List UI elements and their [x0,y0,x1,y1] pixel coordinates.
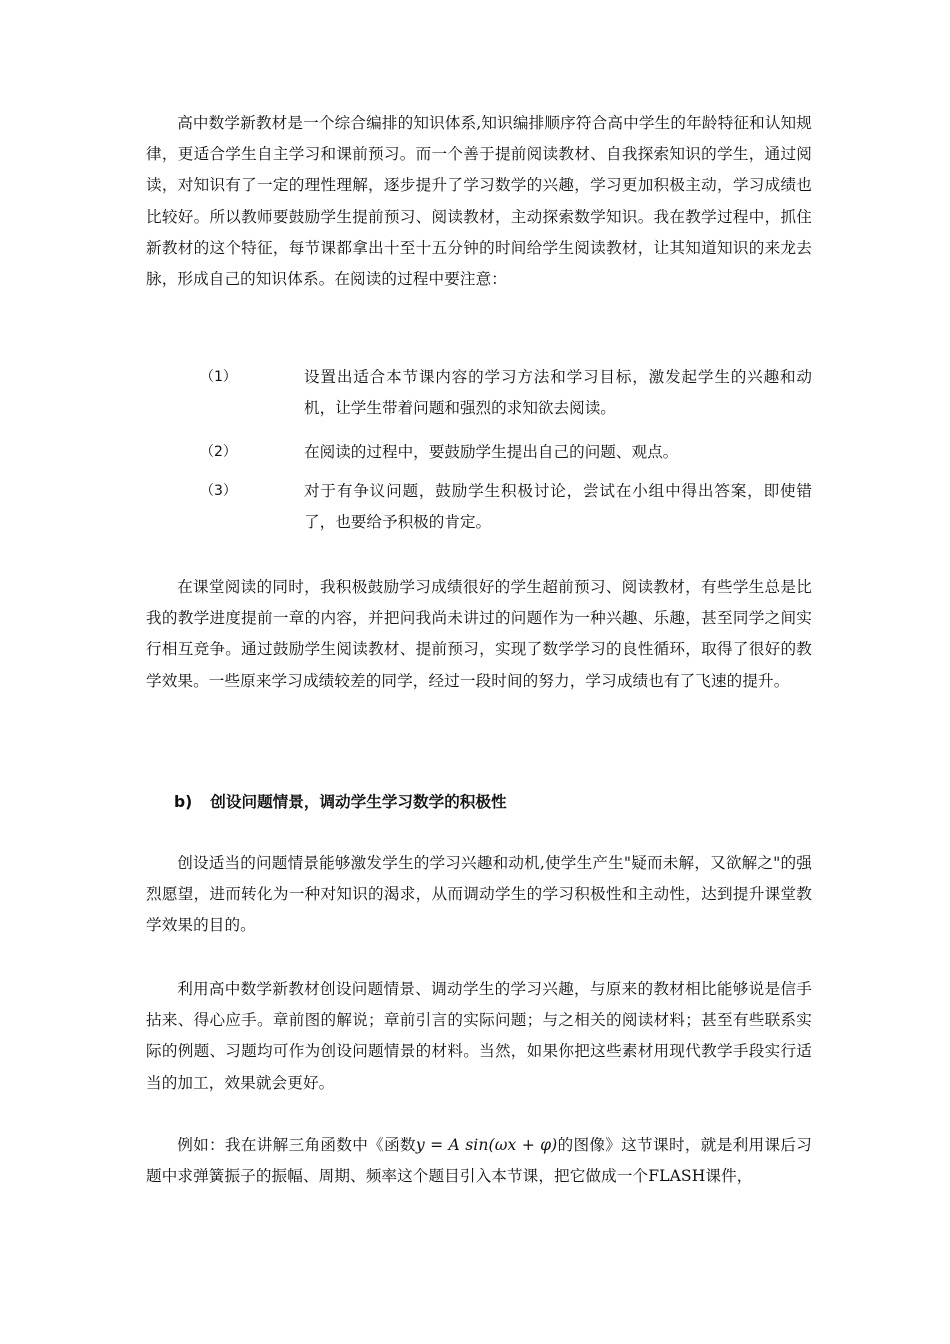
section-title: 创设问题情景，调动学生学习数学的积极性 [210,793,507,811]
list-item [146,362,812,424]
paragraph-new-textbook: 利用高中数学新教材创设问题情景、调动学生的学习兴趣，与原来的教材相比能够说是信手拈来、得心应手。章前图的解说；章前引言的实际问题；与之相关的阅读材料；甚至有些联系实际的例题、习题均可作为创设问题情景的材料。当然，如果你把这些素材用现代教学手段实行适当的加工，效果就会更好。 [146,980,812,1092]
paragraph-example [146,1130,812,1192]
paragraph-reading-results: 在课堂阅读的同时，我积极鼓励学习成绩很好的学生超前预习、阅读教材，有些学生总是比我的教学进度提前一章的内容，并把问我尚未讲过的问题作为一种兴趣、乐趣，甚至同学之间实行相互竞争。通过鼓励学生阅读教材、提前预习，实现了数学学习的良性循环，取得了很好的教学效果。一些原来学习成绩较差的同学，经过一段时间的努力，学习成绩也有了飞速的提升。 [146,578,812,690]
section-marker: b) [174,793,193,811]
list-text: 在阅读的过程中，要鼓励学生提出自己的问题、观点。 [304,443,679,461]
section-heading [174,787,507,818]
paragraph-problem-situation: 创设适当的问题情景能够激发学生的学习兴趣和动机,使学生产生"疑而未解，又欲解之"的强烈愿望，进而转化为一种对知识的渴求，从而调动学生的学习积极性和主动性，达到提升课堂教学效果的目的。 [146,854,812,935]
list-text: 设置出适合本节课内容的学习方法和学习目标，激发起学生的兴趣和动机，让学生带着问题和强烈的求知欲去阅读。 [304,368,812,418]
math-formula: y = A sin(ωx + φ) [415,1136,558,1154]
list-text: 对于有争议问题，鼓励学生积极讨论，尝试在小组中得出答案，即使错了，也要给予积极的肯定。 [304,482,812,532]
example-text-before: 例如：我在讲解三角函数中《函数 [177,1136,416,1154]
list-number: （3） [200,483,237,499]
example-text-after: 的图像》这节课时，就是利用课后习题中求弹簧振子的振幅、周期、频率这个题目引入本节课，把它做成一个FLASH课件， [146,1136,812,1186]
list-number: （2） [200,444,237,460]
list-number: （1） [200,369,237,385]
list-item [146,437,812,468]
paragraph-reading-intro: 高中数学新教材是一个综合编排的知识体系,知识编排顺序符合高中学生的年龄特征和认知规律，更适合学生自主学习和课前预习。而一个善于提前阅读教材、自我探索知识的学生，通过阅读，对知识有了一定的理性理解，逐步提升了学习数学的兴趣，学习更加积极主动，学习成绩也比较好。所以教师要鼓励学生提前预习、阅读教材，主动探索数学知识。我在教学过程中，抓住新教材的这个特征，每节课都拿出十至十五分钟的时间给学生阅读教材，让其知道知识的来龙去脉，形成自己的知识体系。在阅读的过程中要注意： [146,114,812,289]
list-item [146,476,812,538]
